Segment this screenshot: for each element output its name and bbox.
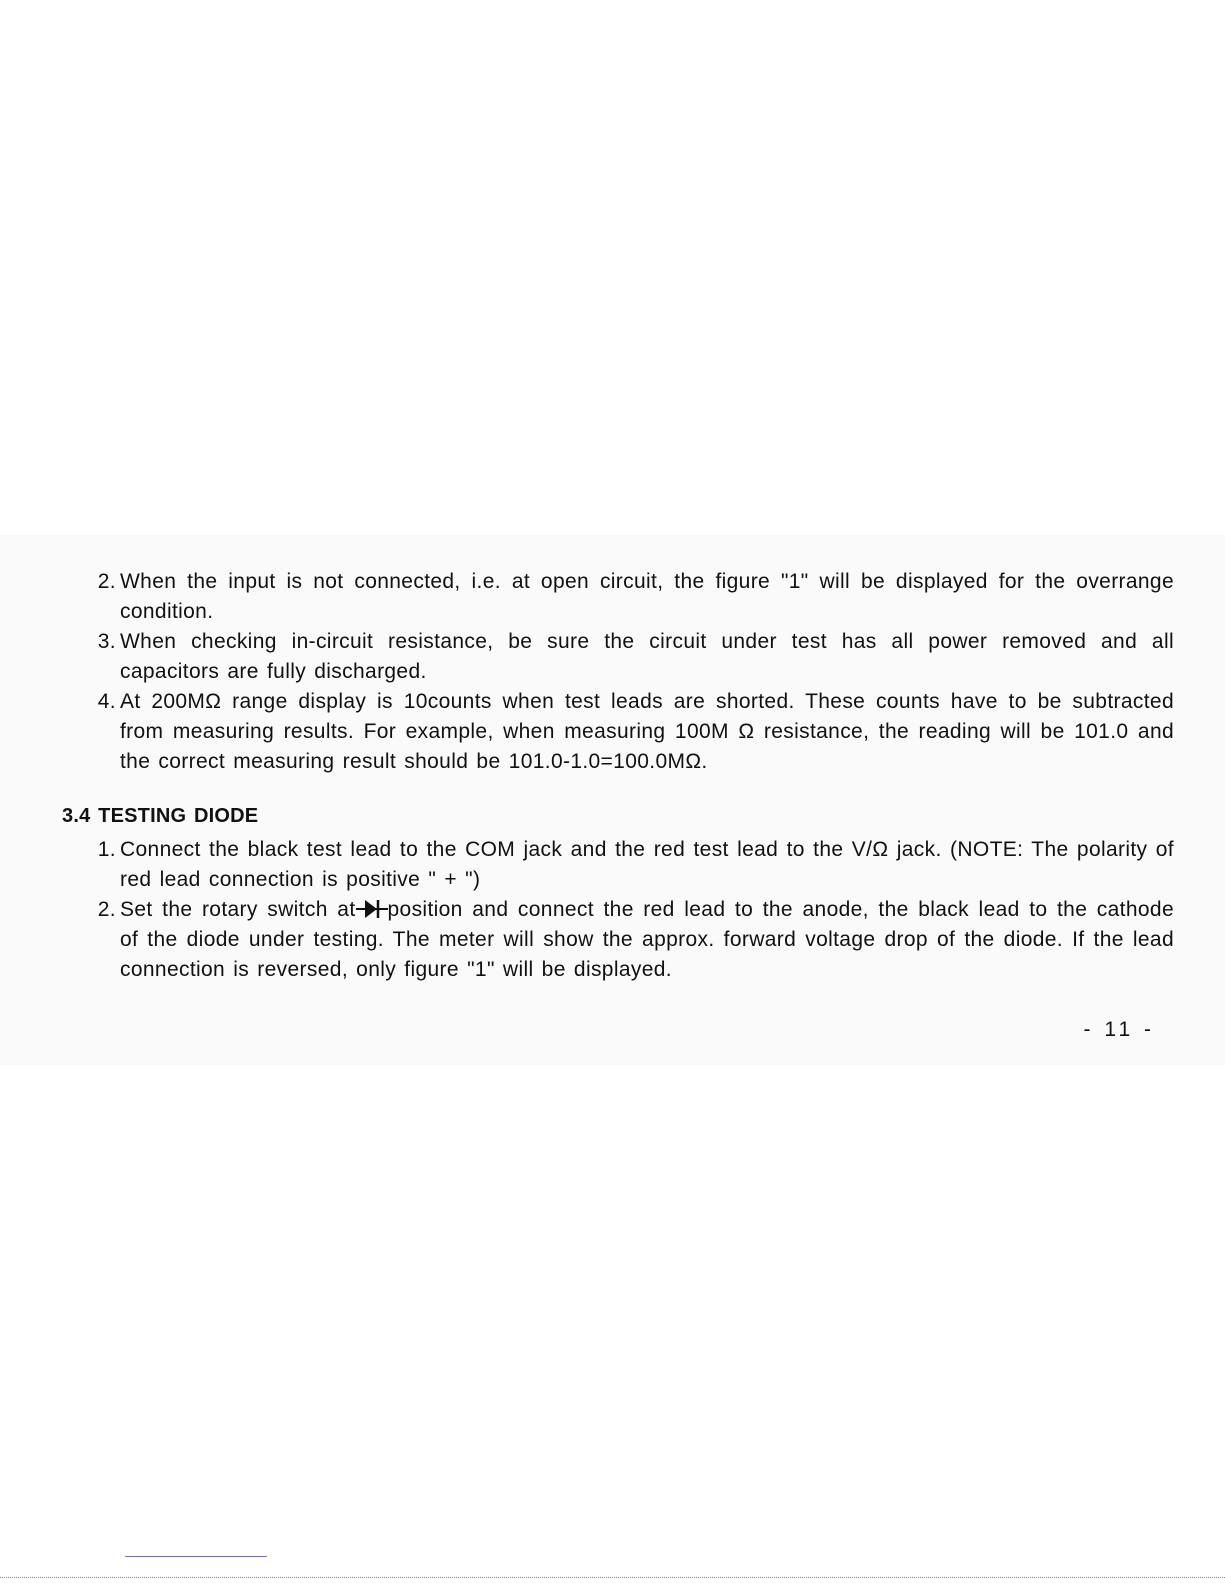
page-content (62, 567, 1174, 985)
list-item (62, 687, 1174, 777)
list-item (62, 835, 1174, 895)
item-text: When checking in-circuit resistance, be sure the circuit under test has all power removed and all capacitors are fully discharged. (120, 630, 1174, 683)
section-heading: 3.4 TESTING DIODE (62, 805, 259, 827)
item-text-before-icon: Set the rotary switch at (120, 898, 356, 921)
list-item (62, 627, 1174, 687)
item-text-after-icon: position and connect the red lead to the anode, the black lead to the cathode of the diode under testing. The meter will show the approx. forward voltage drop of the diode. If the lead connection is reversed, only figure "1" will be displayed. (120, 898, 1174, 981)
item-number: 2. (97, 570, 116, 593)
list-item (62, 895, 1174, 985)
item-text: When the input is not connected, i.e. at open circuit, the figure "1" will be displayed for the overrange condition. (120, 570, 1174, 623)
footer-rule (125, 1556, 267, 1557)
item-text: At 200MΩ range display is 10counts when test leads are shorted. These counts have to be subtracted from measuring results. For example, when measuring 100M Ω resistance, the reading will be 101.0 and the correct measuring result should be 101.0-1.0=100.0MΩ. (120, 690, 1174, 773)
item-number: 3. (97, 630, 116, 653)
item-number: 4. (97, 690, 116, 713)
item-number: 2. (97, 898, 116, 921)
diode-symbol-icon (356, 898, 388, 920)
item-text-container (120, 895, 1174, 985)
bottom-dotted-rule (0, 1577, 1225, 1578)
list-item (62, 567, 1174, 627)
item-text: Connect the black test lead to the COM jack and the red test lead to the V/Ω jack. (NOTE: The polarity of red lead connection is positive " + ") (120, 838, 1174, 891)
page-number: - 11 - (1083, 1018, 1155, 1041)
resistance-notes-list (62, 567, 1174, 777)
diode-test-steps-list (62, 835, 1174, 985)
item-number: 1. (97, 838, 116, 861)
